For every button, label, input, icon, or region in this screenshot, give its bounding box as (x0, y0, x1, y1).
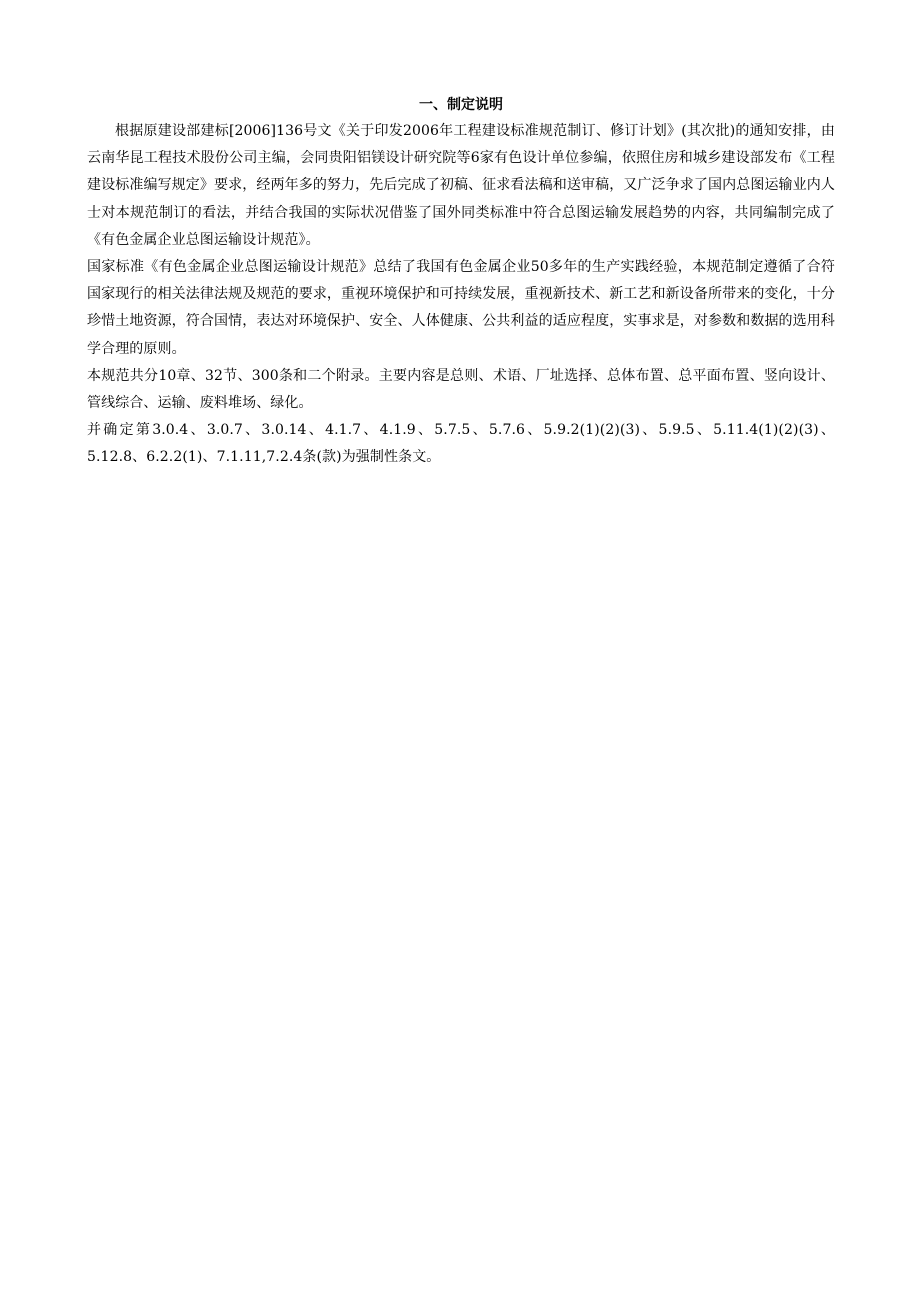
section-title: 一、制定说明 (419, 97, 503, 113)
paragraph-mandatory-clauses: 并确定第3.0.4、3.0.7、3.0.14、4.1.7、4.1.9、5.7.5、5.7.6、5.9.2(1)(2)(3)、5.9.5、5.11.4(1)(2)(3)、5.12.8、6.2.2(1)、7.1.11,7.2.4条(款)为强制性条文。 (87, 422, 835, 466)
paragraph-summary: 国家标准《有色金属企业总图运输设计规范》总结了我国有色金属企业50多年的生产实践经验，本规范制定遵循了合符国家现行的相关法律法规及规范的要求，重视环境保护和可持续发展，重视新技术、新工艺和新设备所带来的变化，十分珍惜土地资源，符合国情，表达对环境保护、安全、人体健康、公共利益的适应程度，实事求是，对参数和数据的选用科学合理的原则。 (87, 259, 835, 357)
document-page (87, 95, 835, 472)
paragraph-background: 根据原建设部建标[2006]136号文《关于印发2006年工程建设标准规范制订、修订计划》(其次批)的通知安排，由云南华昆工程技术股份公司主编，会同贵阳铝镁设计研究院等6家有色设计单位参编，依照住房和城乡建设部发布《工程建设标准编写规定》要求，经两年多的努力，先后完成了初稿、征求看法稿和送审稿，又广泛争求了国内总图运输业内人士对本规范制订的看法，并结合我国的实际状况借鉴了国外同类标准中符合总图运输发展趋势的内容，共同编制完成了《有色金属企业总图运输设计规范》。 (87, 123, 835, 248)
paragraph-structure: 本规范共分10章、32节、300条和二个附录。主要内容是总则、术语、厂址选择、总体布置、总平面布置、竖向设计、管线综合、运输、废料堆场、绿化。 (87, 367, 835, 412)
